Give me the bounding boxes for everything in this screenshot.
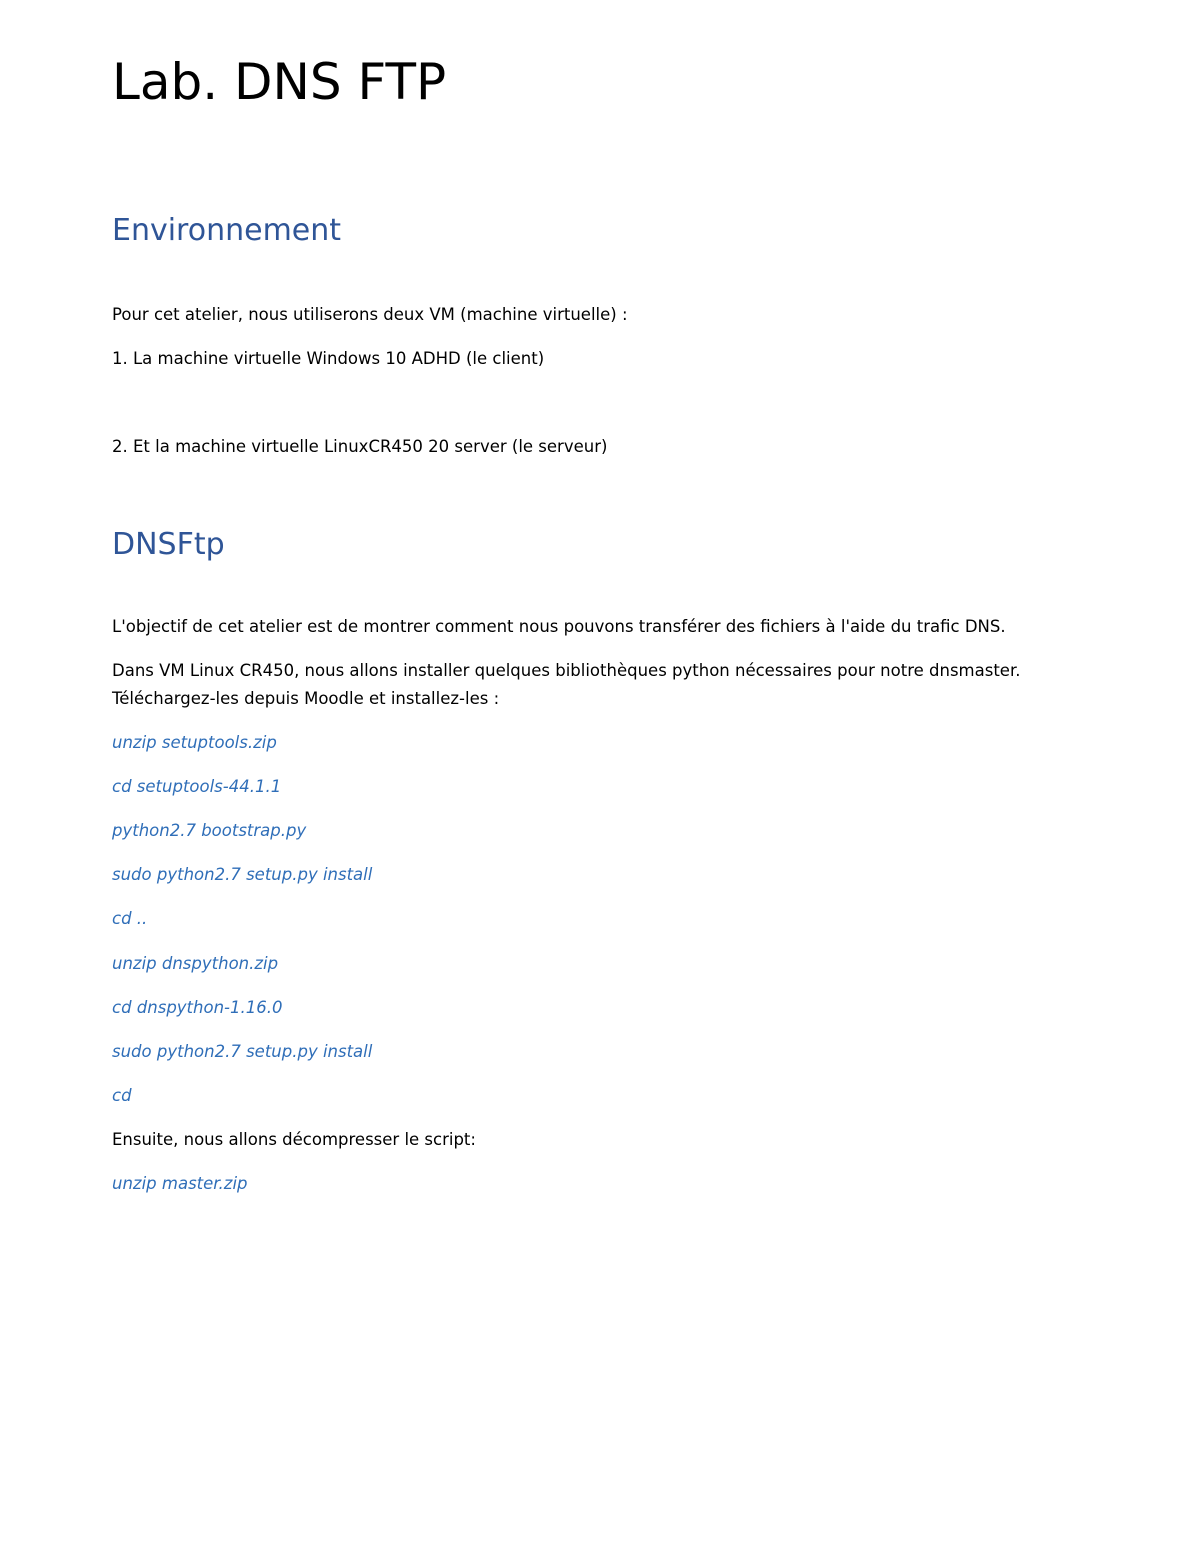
command-line: cd dnspython-1.16.0 xyxy=(112,998,283,1017)
command-line: unzip setuptools.zip xyxy=(112,733,277,752)
environment-intro: Pour cet atelier, nous utiliserons deux VM (machine virtuelle) : xyxy=(112,305,628,324)
install-instructions-line-2: Téléchargez-les depuis Moodle et installez-les : xyxy=(112,689,500,708)
final-command-line: unzip master.zip xyxy=(112,1174,248,1193)
command-line: cd setuptools-44.1.1 xyxy=(112,777,282,796)
then-instruction: Ensuite, nous allons décompresser le script: xyxy=(112,1130,476,1149)
command-line: sudo python2.7 setup.py install xyxy=(112,865,373,884)
command-line: python2.7 bootstrap.py xyxy=(112,821,307,840)
heading-dnsftp: DNSFtp xyxy=(112,527,225,562)
dnsftp-objective: L'objectif de cet atelier est de montrer comment nous pouvons transférer des fichiers à l'aide du trafic DNS. xyxy=(112,617,1006,636)
environment-item-2: 2. Et la machine virtuelle LinuxCR450 20 server (le serveur) xyxy=(112,437,608,456)
environment-item-1: 1. La machine virtuelle Windows 10 ADHD (le client) xyxy=(112,349,545,368)
install-instructions-line-1: Dans VM Linux CR450, nous allons installer quelques bibliothèques python nécessaires pour notre dnsmaster. xyxy=(112,661,1021,680)
command-line: unzip dnspython.zip xyxy=(112,954,279,973)
command-line: cd .. xyxy=(112,909,148,928)
command-line: sudo python2.7 setup.py install xyxy=(112,1042,373,1061)
command-line: cd xyxy=(112,1086,132,1105)
heading-environnement: Environnement xyxy=(112,213,342,248)
document-title: Lab. DNS FTP xyxy=(112,53,447,111)
